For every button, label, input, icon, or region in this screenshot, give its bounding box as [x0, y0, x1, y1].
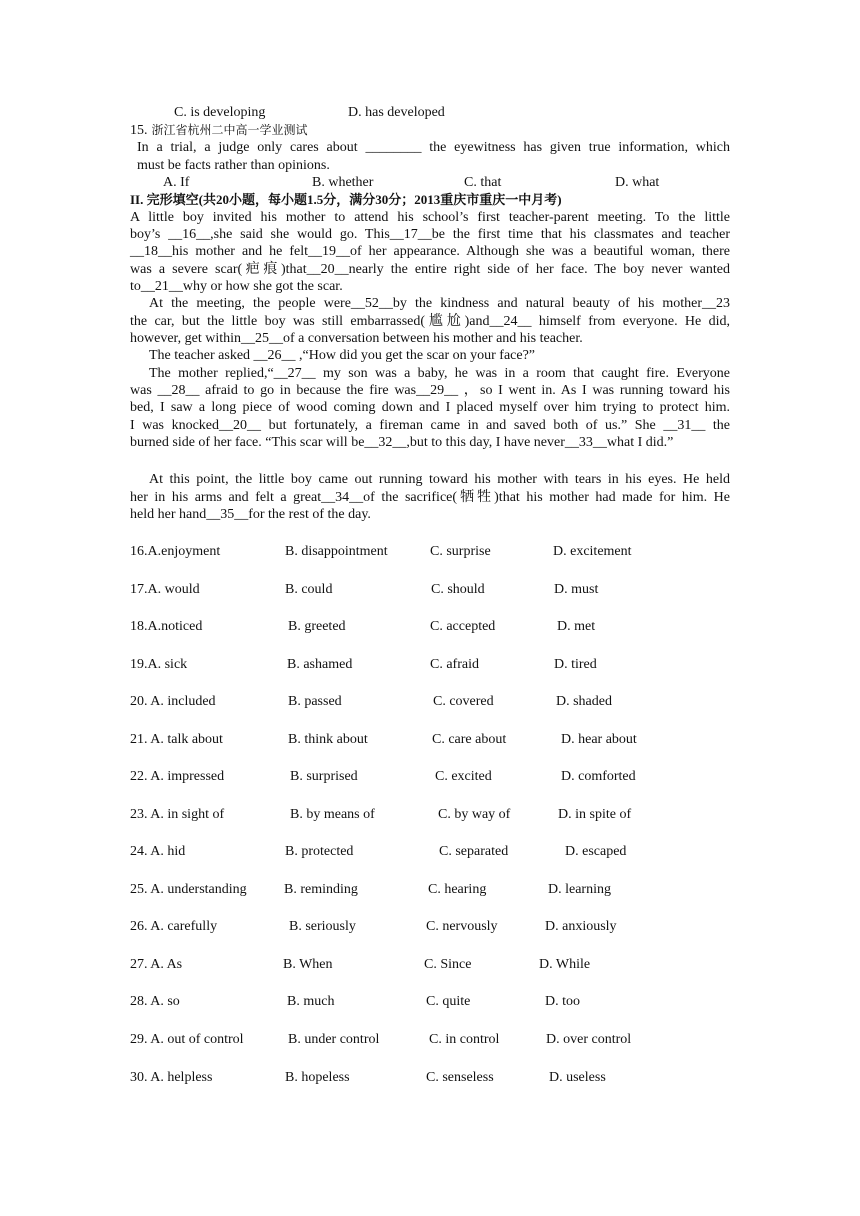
- q14-option-d: D. has developed: [348, 105, 445, 120]
- option-row-c: C. Since: [424, 957, 472, 972]
- passage-line: the car, but the little boy was still embarrassed(尴尬)and__24__ himself from everyone. He did,: [130, 314, 730, 329]
- option-row-a: 25. A. understanding: [130, 882, 247, 897]
- option-row-a: 20. A. included: [130, 694, 216, 709]
- option-row-a: 24. A. hid: [130, 844, 186, 859]
- option-row-b: B. disappointment: [285, 544, 388, 559]
- passage-line: held her hand__35__for the rest of the day.: [130, 507, 371, 522]
- option-row-a: 28. A. so: [130, 994, 180, 1009]
- passage-line: A little boy invited his mother to attend his school’s first teacher-parent meeting. To the little: [130, 210, 730, 225]
- passage-line: burned side of her face. “This scar will be__32__,but to this day, I have never__33__what I did.”: [130, 435, 674, 450]
- option-row-d: D. in spite of: [558, 807, 632, 822]
- q14-option-c: C. is developing: [174, 105, 266, 120]
- option-row-b: B. protected: [285, 844, 354, 859]
- passage-line: was __28__ afraid to go in because the fire was__29__ ，so I went in. As I was running toward his: [130, 383, 730, 398]
- option-row-c: C. in control: [429, 1032, 500, 1047]
- option-row-b: B. passed: [288, 694, 342, 709]
- option-row-c: C. afraid: [430, 657, 479, 672]
- option-row-d: D. escaped: [565, 844, 627, 859]
- option-row-c: C. surprise: [430, 544, 491, 559]
- option-row-d: D. learning: [548, 882, 611, 897]
- passage-line: I was knocked__20__ but fortunately, a fireman came in and saved both of us.” She __31__ the: [130, 418, 730, 433]
- q15-option-c: C. that: [464, 175, 502, 190]
- option-row-d: D. tired: [554, 657, 597, 672]
- option-row-d: D. too: [545, 994, 580, 1009]
- option-row-d: D. comforted: [561, 769, 636, 784]
- q15-option-d: D. what: [615, 175, 660, 190]
- option-row-b: B. reminding: [284, 882, 358, 897]
- passage-line: The teacher asked __26__ ,“How did you get the scar on your face?”: [149, 348, 536, 363]
- option-row-d: D. useless: [549, 1070, 606, 1085]
- option-row-b: B. hopeless: [285, 1070, 350, 1085]
- option-row-b: B. seriously: [289, 919, 356, 934]
- option-row-d: D. shaded: [556, 694, 612, 709]
- passage-line: boy’s __16__,she said she would go. This__17__be the first time that his classmates and teacher: [130, 227, 730, 242]
- passage-line: however, get within__25__of a conversation between his mother and his teacher.: [130, 331, 583, 346]
- option-row-b: B. much: [287, 994, 335, 1009]
- passage-line: At this point, the little boy came out running toward his mother with tears in his eyes. He held: [149, 472, 730, 487]
- option-row-a: 29. A. out of control: [130, 1032, 244, 1047]
- option-row-a: 16.A.enjoyment: [130, 544, 221, 559]
- passage-line: __18__his mother and he felt__19__of her appearance. Although she was a beautiful woman, there: [130, 244, 730, 259]
- option-row-b: B. surprised: [290, 769, 358, 784]
- option-row-a: 26. A. carefully: [130, 919, 218, 934]
- passage-line: her in his arms and felt a great__34__of the sacrifice(牺牲)that his mother had made for him. He: [130, 490, 730, 505]
- q15-option-b: B. whether: [312, 175, 374, 190]
- option-row-c: C. covered: [433, 694, 494, 709]
- option-row-c: C. quite: [426, 994, 471, 1009]
- option-row-b: B. ashamed: [287, 657, 353, 672]
- q15-option-a: A. If: [163, 175, 190, 190]
- option-row-c: C. senseless: [426, 1070, 494, 1085]
- option-row-c: C. care about: [432, 732, 507, 747]
- option-row-b: B. When: [283, 957, 333, 972]
- option-row-c: C. by way of: [438, 807, 511, 822]
- option-row-d: D. met: [557, 619, 596, 634]
- option-row-a: 17.A. would: [130, 582, 200, 597]
- option-row-c: C. accepted: [430, 619, 496, 634]
- section-title: II. 完形填空(共20小题，每小题1.5分，满分30分；2013重庆市重庆一中月考): [130, 192, 562, 207]
- passage-line: The mother replied,“__27__ my son was a baby, he was in a room that caught fire. Everyone: [149, 366, 730, 381]
- option-row-a: 23. A. in sight of: [130, 807, 225, 822]
- option-row-a: 27. A. As: [130, 957, 183, 972]
- option-row-d: D. anxiously: [545, 919, 617, 934]
- option-row-a: 30. A. helpless: [130, 1070, 213, 1085]
- option-row-d: D. While: [539, 957, 591, 972]
- passage-line: to__21__why or how she got the scar.: [130, 279, 343, 294]
- option-row-c: C. excited: [435, 769, 492, 784]
- option-row-b: B. could: [285, 582, 333, 597]
- option-row-b: B. under control: [288, 1032, 380, 1047]
- option-row-b: B. by means of: [290, 807, 375, 822]
- option-row-c: C. hearing: [428, 882, 487, 897]
- option-row-c: C. nervously: [426, 919, 498, 934]
- option-row-d: D. excitement: [553, 544, 632, 559]
- option-row-a: 21. A. talk about: [130, 732, 223, 747]
- q15-header: [130, 122, 308, 139]
- option-row-d: D. over control: [546, 1032, 632, 1047]
- passage-line: At the meeting, the people were__52__by the kindness and natural beauty of his mother__23: [149, 296, 730, 311]
- option-row-c: C. should: [431, 582, 485, 597]
- option-row-b: B. think about: [288, 732, 368, 747]
- passage-line: bed, I saw a long piece of wood coming down and I placed myself over him trying to protect him.: [130, 400, 730, 415]
- passage-line: was a severe scar(疤痕)that__20__nearly the entire right side of her face. The boy never wanted: [130, 262, 730, 277]
- option-row-a: 22. A. impressed: [130, 769, 225, 784]
- q15-number: 15.: [130, 123, 148, 138]
- q15-stem-line2: must be facts rather than opinions.: [137, 158, 330, 173]
- q15-source: 浙江省杭州二中高一学业测试: [151, 123, 308, 137]
- option-row-a: 19.A. sick: [130, 657, 188, 672]
- option-row-d: D. hear about: [561, 732, 637, 747]
- option-row-c: C. separated: [439, 844, 509, 859]
- q15-stem-line1: In a trial, a judge only cares about ________ the eyewitness has given true information, which: [137, 140, 730, 155]
- option-row-b: B. greeted: [288, 619, 346, 634]
- option-row-a: 18.A.noticed: [130, 619, 203, 634]
- option-row-d: D. must: [554, 582, 599, 597]
